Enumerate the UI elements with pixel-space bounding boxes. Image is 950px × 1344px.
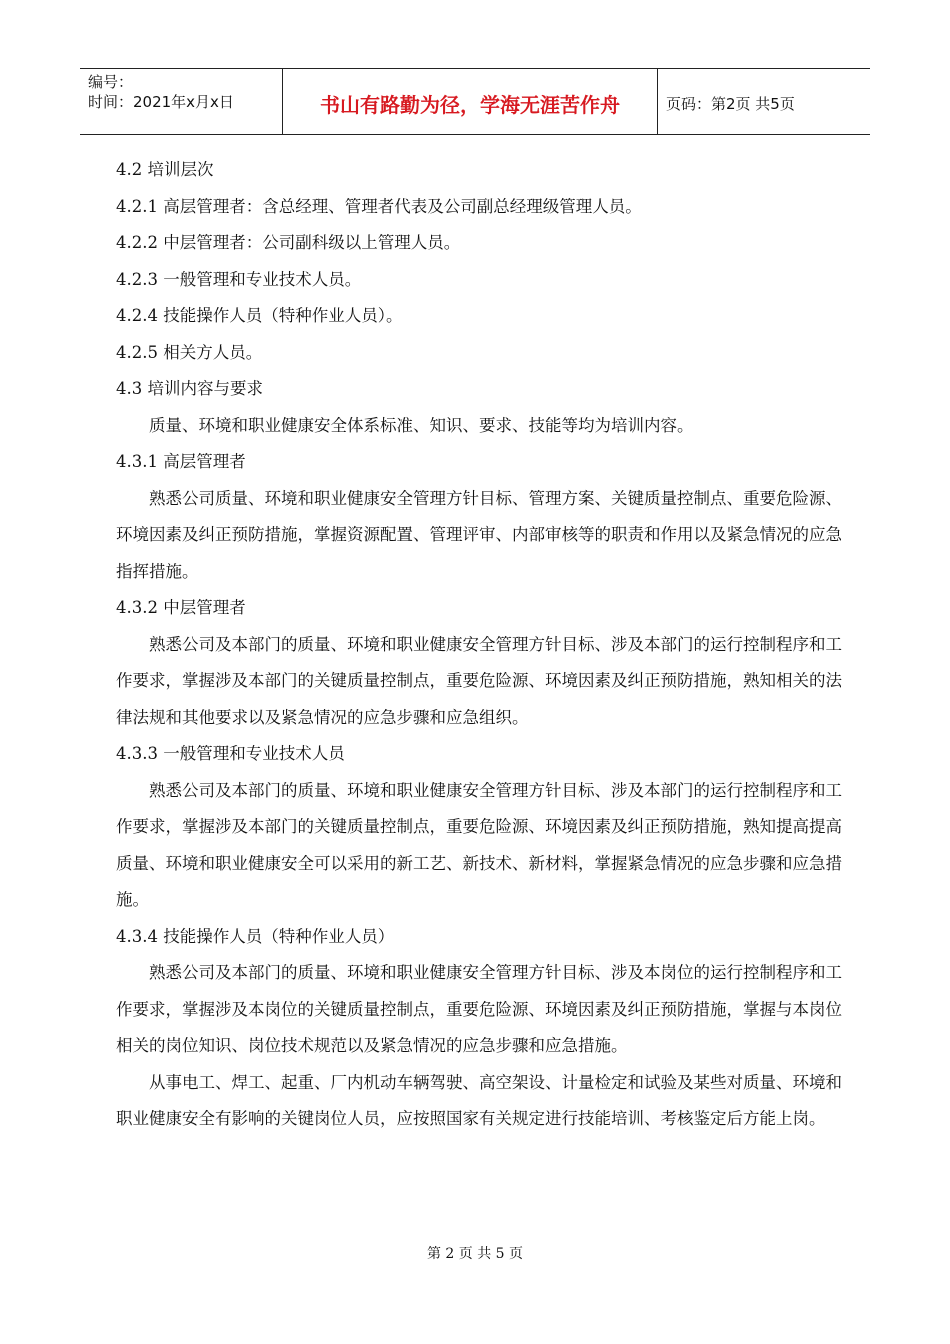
header-motto: 书山有路勤为径，学海无涯苦作舟 (282, 69, 658, 134)
list-item: 4.2.2 中层管理者：公司副科级以上管理人员。 (116, 233, 461, 252)
paragraph: 从事电工、焊工、起重、厂内机动车辆驾驶、高空架设、计量检定和试验及某些对质量、环境和职业健康安全有影响的关键岗位人员，应按照国家有关规定进行技能培训、考核鉴定后方能上岗。 (116, 1072, 842, 1128)
document-body (116, 152, 852, 1138)
paragraph: 质量、环境和职业健康安全体系标准、知识、要求、技能等均为培训内容。 (149, 415, 694, 435)
paragraph: 熟悉公司及本部门的质量、环境和职业健康安全管理方针目标、涉及本岗位的运行控制程序和工作要求，掌握涉及本岗位的关键质量控制点，重要危险源、环境因素及纠正预防措施，掌握与本岗位相关的岗位知识、岗位技术规范以及紧急情况的应急步骤和应急措施。 (116, 963, 842, 1055)
page-header (80, 68, 870, 135)
header-page-label: 页码：第2页 共5页 (666, 95, 795, 113)
subsection-heading: 4.3.2 中层管理者 (116, 598, 246, 617)
section-heading: 4.2 培训层次 (116, 160, 214, 179)
list-item: 4.2.3 一般管理和专业技术人员。 (116, 269, 362, 289)
list-item: 4.2.5 相关方人员。 (116, 342, 263, 362)
page-footer: 第 2 页 共 5 页 (426, 1246, 524, 1262)
paragraph: 熟悉公司及本部门的质量、环境和职业健康安全管理方针目标、涉及本部门的运行控制程序和工作要求，掌握涉及本部门的关键质量控制点，重要危险源、环境因素及纠正预防措施，熟知相关的法律法规和其他要求以及紧急情况的应急步骤和应急组织。 (116, 634, 842, 727)
paragraph: 熟悉公司质量、环境和职业健康安全管理方针目标、管理方案、关键质量控制点、重要危险源、环境因素及纠正预防措施，掌握资源配置、管理评审、内部审核等的职责和作用以及紧急情况的应急指挥措施。 (116, 488, 842, 581)
paragraph: 熟悉公司及本部门的质量、环境和职业健康安全管理方针目标、涉及本部门的运行控制程序和工作要求，掌握涉及本部门的关键质量控制点，重要危险源、环境因素及纠正预防措施，熟知提高提高质量、环境和职业健康安全可以采用的新工艺、新技术、新材料，掌握紧急情况的应急步骤和应急措施。 (116, 780, 842, 909)
header-meta (80, 69, 282, 134)
number-label: 编号： (88, 73, 134, 91)
subsection-heading: 4.3.3 一般管理和专业技术人员 (116, 744, 345, 763)
section-heading: 4.3 培训内容与要求 (116, 379, 263, 398)
time-label: 时间：2021年x月x日 (88, 93, 234, 111)
list-item: 4.2.1 高层管理者：含总经理、管理者代表及公司副总经理级管理人员。 (116, 196, 642, 216)
subsection-heading: 4.3.4 技能操作人员（特种作业人员） (116, 926, 395, 946)
list-item: 4.2.4 技能操作人员（特种作业人员）。 (116, 306, 403, 325)
subsection-heading: 4.3.1 高层管理者 (116, 452, 246, 471)
